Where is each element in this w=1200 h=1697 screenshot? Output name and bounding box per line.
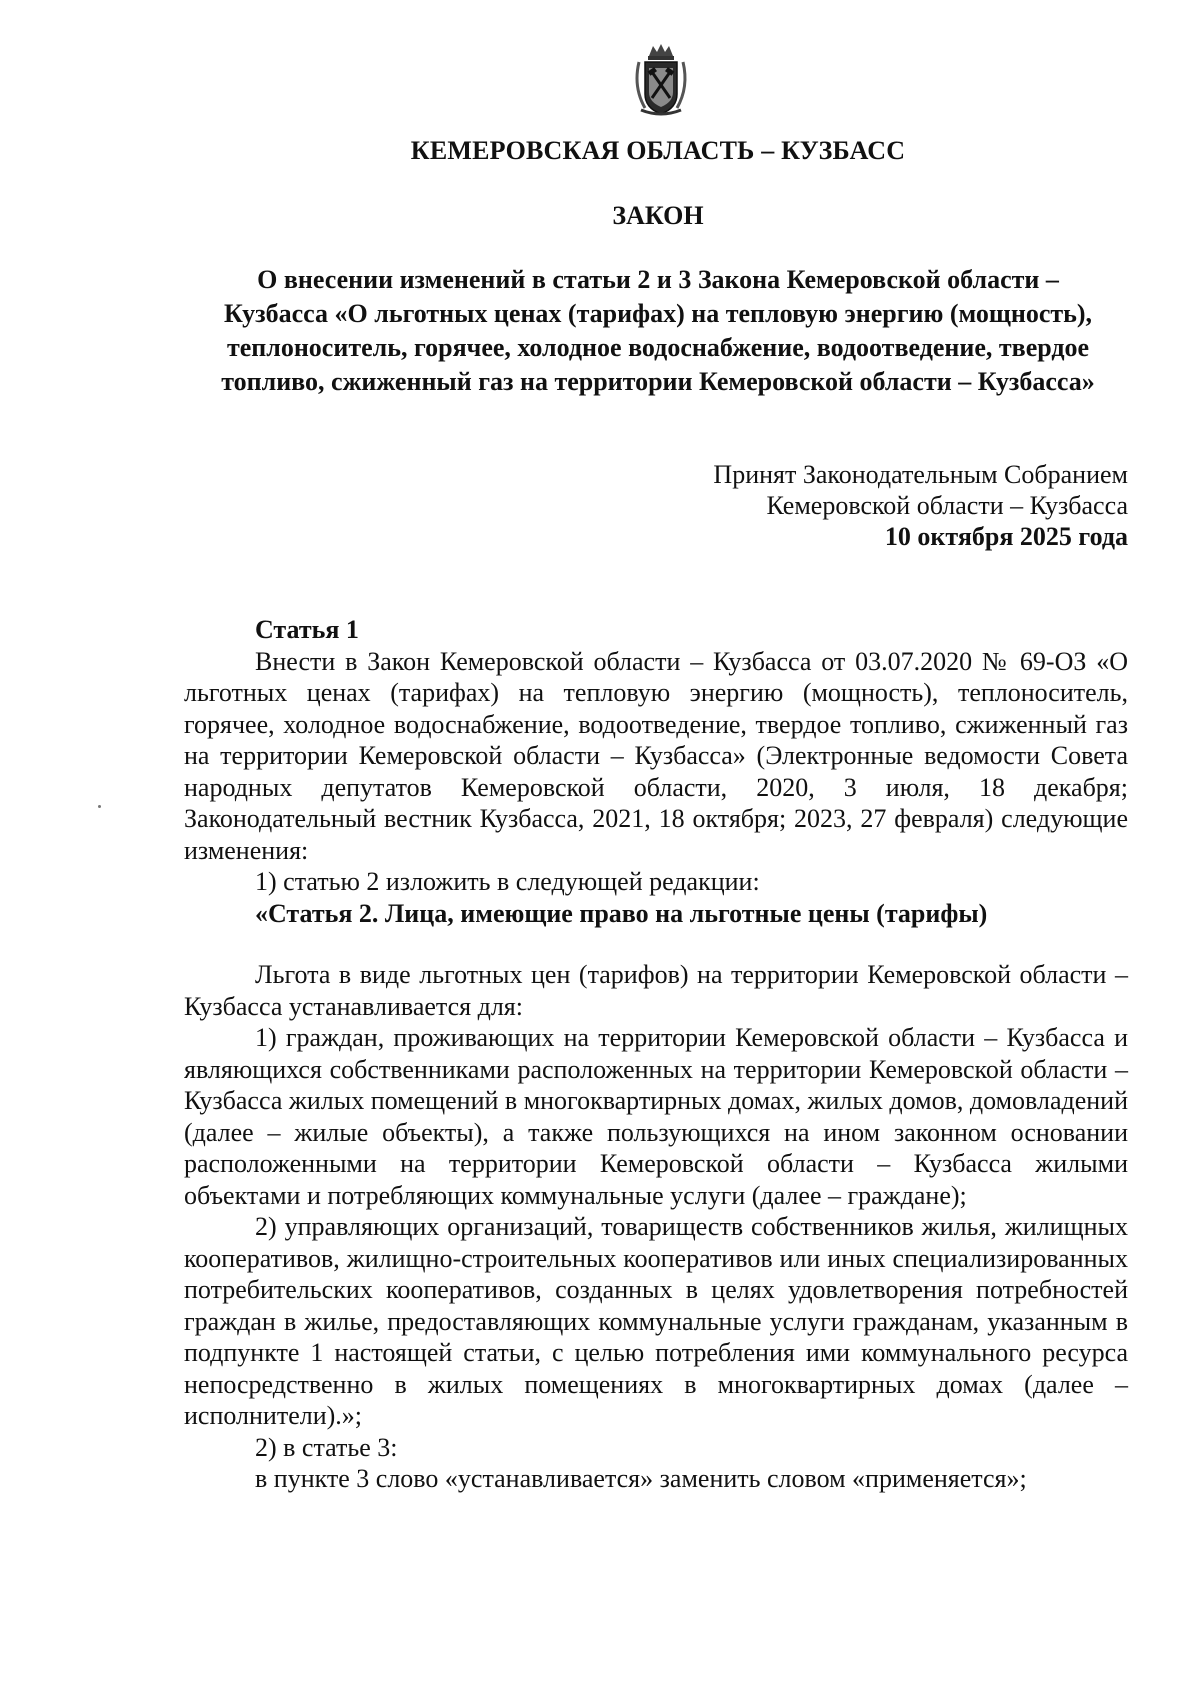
scan-speck [98, 805, 101, 808]
document-type: ЗАКОН [612, 201, 704, 230]
article-1-intro: Внести в Закон Кемеровской области – Кузбасса от 03.07.2020 № 69-ОЗ «О льготных ценах (тарифах) на тепловую энергию (мощность), теплоноситель, горячее, холодное водоснабжение, водоотведение, твердое топливо, сжиженный газ на территории Кемеровской области – Кузбасса» (Электронные ведомости Совета народных депутатов Кемеровской области, 2020, 3 июля, 18 декабря; Законодательный вестник Кузбасса, 2021, 18 октября; 2023, 27 февраля) следующие изменения: [184, 646, 1128, 865]
region-name: КЕМЕРОВСКАЯ ОБЛАСТЬ – КУЗБАСС [410, 136, 906, 165]
article-1-heading: Статья 1 [255, 615, 359, 644]
article-1-item-1: 1) статью 2 изложить в следующей редакции: [255, 867, 760, 896]
benefit-intro: Льгота в виде льготных цен (тарифов) на территории Кемеровской области – Кузбасса устанавливается для: [184, 960, 1128, 1021]
document-body [184, 614, 1128, 1495]
spacer [184, 929, 1128, 959]
article-1-item-2: 2) в статье 3: [255, 1432, 398, 1462]
adoption-line-1: Принят Законодательным Собранием [713, 460, 1128, 489]
adoption-line-2: Кемеровской области – Кузбасса [766, 491, 1128, 520]
subitem-2: 2) управляющих организаций, товариществ собственников жилья, жилищных кооперативов, жилищно-строительных кооперативов или иных специализированных потребительских кооперативов, созданных в целях удовлетворения потребностей граждан в жилье, предоставляющих коммунальные услуги гражданам, указанным в подпункте 1 настоящей статьи, с целью потребления ими коммунального ресурса непосредственно в жилых помещениях в многоквартирных домах (далее – исполнители).»; [184, 1212, 1128, 1430]
law-title: О внесении изменений в статьи 2 и 3 Закона Кемеровской области – Кузбасса «О льготных ценах (тарифах) на тепловую энергию (мощность), теплоноситель, горячее, холодное водоснабжение, водоотведение, твердое топливо, сжиженный газ на территории Кемеровской области – Кузбасса» [221, 265, 1095, 396]
new-article-2-heading: «Статья 2. Лица, имеющие право на льготные цены (тарифы) [255, 898, 988, 928]
adoption-block [713, 459, 1128, 552]
article-1-item-2-text: в пункте 3 слово «устанавливается» заменить словом «применяется»; [255, 1464, 1027, 1493]
adoption-date: 10 октября 2025 года [884, 522, 1128, 551]
subitem-1: 1) граждан, проживающих на территории Кемеровской области – Кузбасса и являющихся собственниками расположенных на территории Кемеровской области – Кузбасса жилых помещений в многоквартирных домах, жилых домов, домовладений (далее – жилые объекты), а также пользующихся на ином законном основании расположенными на территории Кемеровской области – Кузбасса жилыми объектами и потребляющих коммунальные услуги (далее – граждане); [184, 1023, 1128, 1210]
coat-of-arms-icon [631, 42, 691, 118]
